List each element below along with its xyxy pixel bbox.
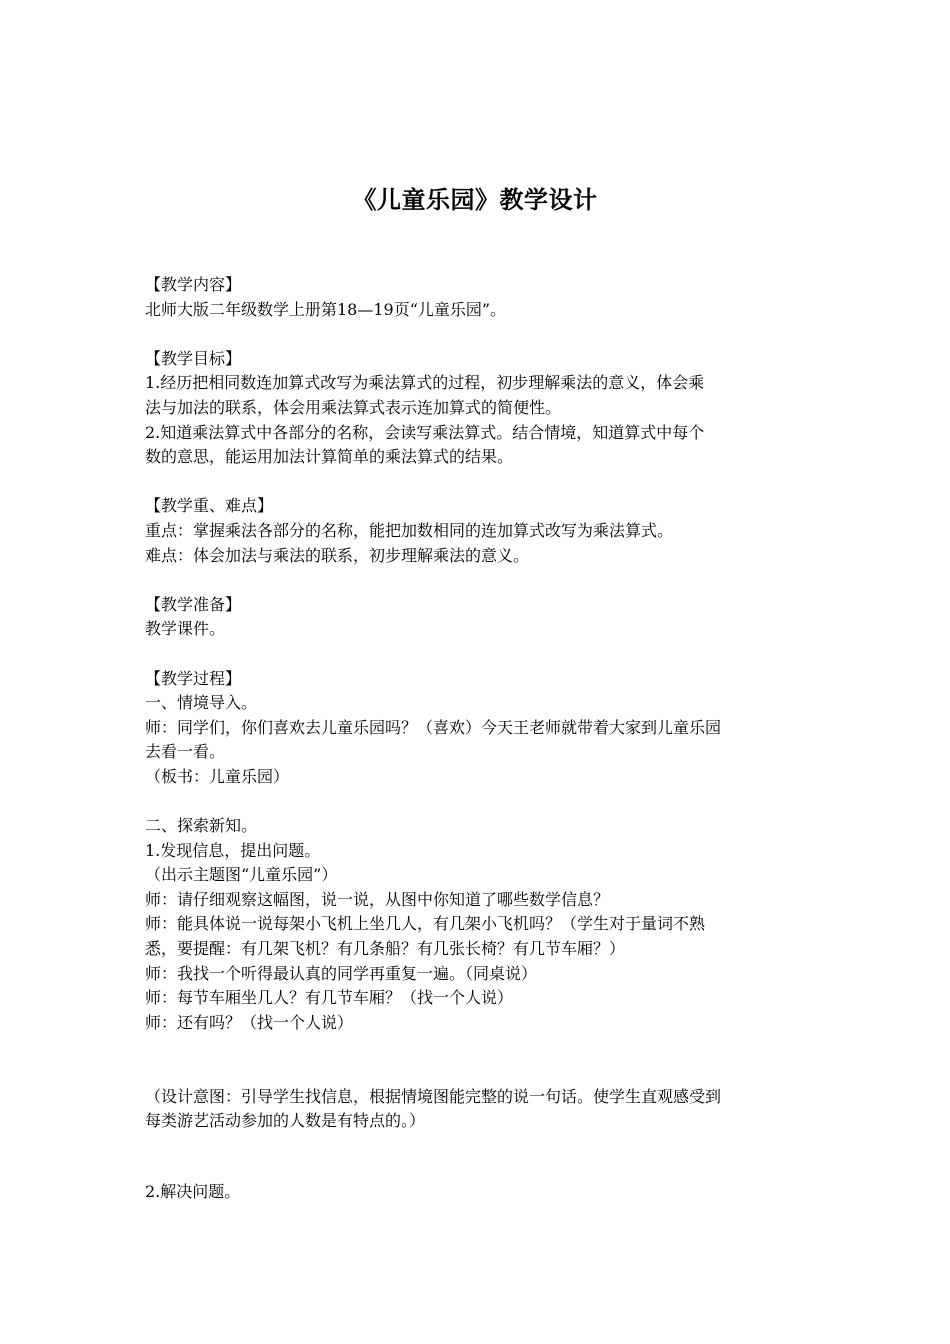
goal-1-line-1: 1.经历把相同数连加算式改写为乘法算式的过程，初步理解乘法的意义，体会乘 bbox=[145, 373, 705, 393]
step-2-sub-2: 2.解决问题。 bbox=[145, 1181, 241, 1201]
document-body bbox=[145, 273, 810, 1204]
goal-2-line-1: 2.知道乘法算式中各部分的名称，会读写乘法算式。结合情境，知道算式中每个 bbox=[145, 422, 705, 442]
document-title: 《儿童乐园》教学设计 bbox=[352, 186, 598, 214]
step-2-question-5: 师：还有吗？（找一个人说） bbox=[145, 1012, 354, 1032]
step-2-title: 二、探索新知。 bbox=[145, 816, 258, 836]
section-heading-key-points: 【教学重、难点】 bbox=[145, 496, 274, 516]
step-2-question-2-line-2: 悉，要提醒：有几架飞机？有几条船？有几张长椅？有几节车厢？） bbox=[145, 939, 626, 959]
step-1-line-1: 师：同学们，你们喜欢去儿童乐园吗？（喜欢）今天王老师就带着大家到儿童乐园 bbox=[145, 717, 722, 737]
goal-2-line-2: 数的意思，能运用加法计算简单的乘法算式的结果。 bbox=[145, 447, 514, 467]
difficult-point: 难点：体会加法与乘法的联系，初步理解乘法的意义。 bbox=[145, 545, 530, 565]
goal-1-line-2: 法与加法的联系，体会用乘法算式表示连加算式的简便性。 bbox=[145, 397, 562, 417]
step-2-question-4: 师：每节车厢坐几人？有几节车厢？（找一个人说） bbox=[145, 988, 514, 1008]
step-2-question-2-line-1: 师：能具体说一说每架小飞机上坐几人，有几架小飞机吗？（学生对于量词不熟 bbox=[145, 914, 706, 934]
step-1-board: （板书：儿童乐园） bbox=[145, 766, 290, 786]
section-heading-content: 【教学内容】 bbox=[145, 275, 242, 294]
step-2-show: （出示主题图“儿童乐园”） bbox=[145, 865, 338, 885]
section-heading-goals: 【教学目标】 bbox=[145, 348, 242, 368]
section-heading-preparation: 【教学准备】 bbox=[145, 594, 242, 614]
preparation-text: 教学课件。 bbox=[145, 619, 226, 639]
section-heading-process: 【教学过程】 bbox=[145, 668, 242, 688]
design-intent-line-1: （设计意图：引导学生找信息，根据情境图能完整的说一句话。使学生直观感受到 bbox=[145, 1086, 722, 1106]
content-text: 北师大版二年级数学上册第18—19页“儿童乐园”。 bbox=[145, 299, 507, 319]
key-point: 重点：掌握乘法各部分的名称，能把加数相同的连加算式改写为乘法算式。 bbox=[145, 520, 674, 540]
design-intent-line-2: 每类游艺活动参加的人数是有特点的。） bbox=[145, 1111, 426, 1131]
step-1-line-2: 去看一看。 bbox=[145, 742, 226, 762]
step-2-question-3: 师：我找一个听得最认真的同学再重复一遍。（同桌说） bbox=[145, 963, 538, 983]
step-2-question-1: 师：请仔细观察这幅图，说一说，从图中你知道了哪些数学信息？ bbox=[145, 889, 610, 909]
step-1-title: 一、情境导入。 bbox=[145, 693, 258, 713]
step-2-sub-1: 1.发现信息，提出问题。 bbox=[145, 840, 321, 860]
